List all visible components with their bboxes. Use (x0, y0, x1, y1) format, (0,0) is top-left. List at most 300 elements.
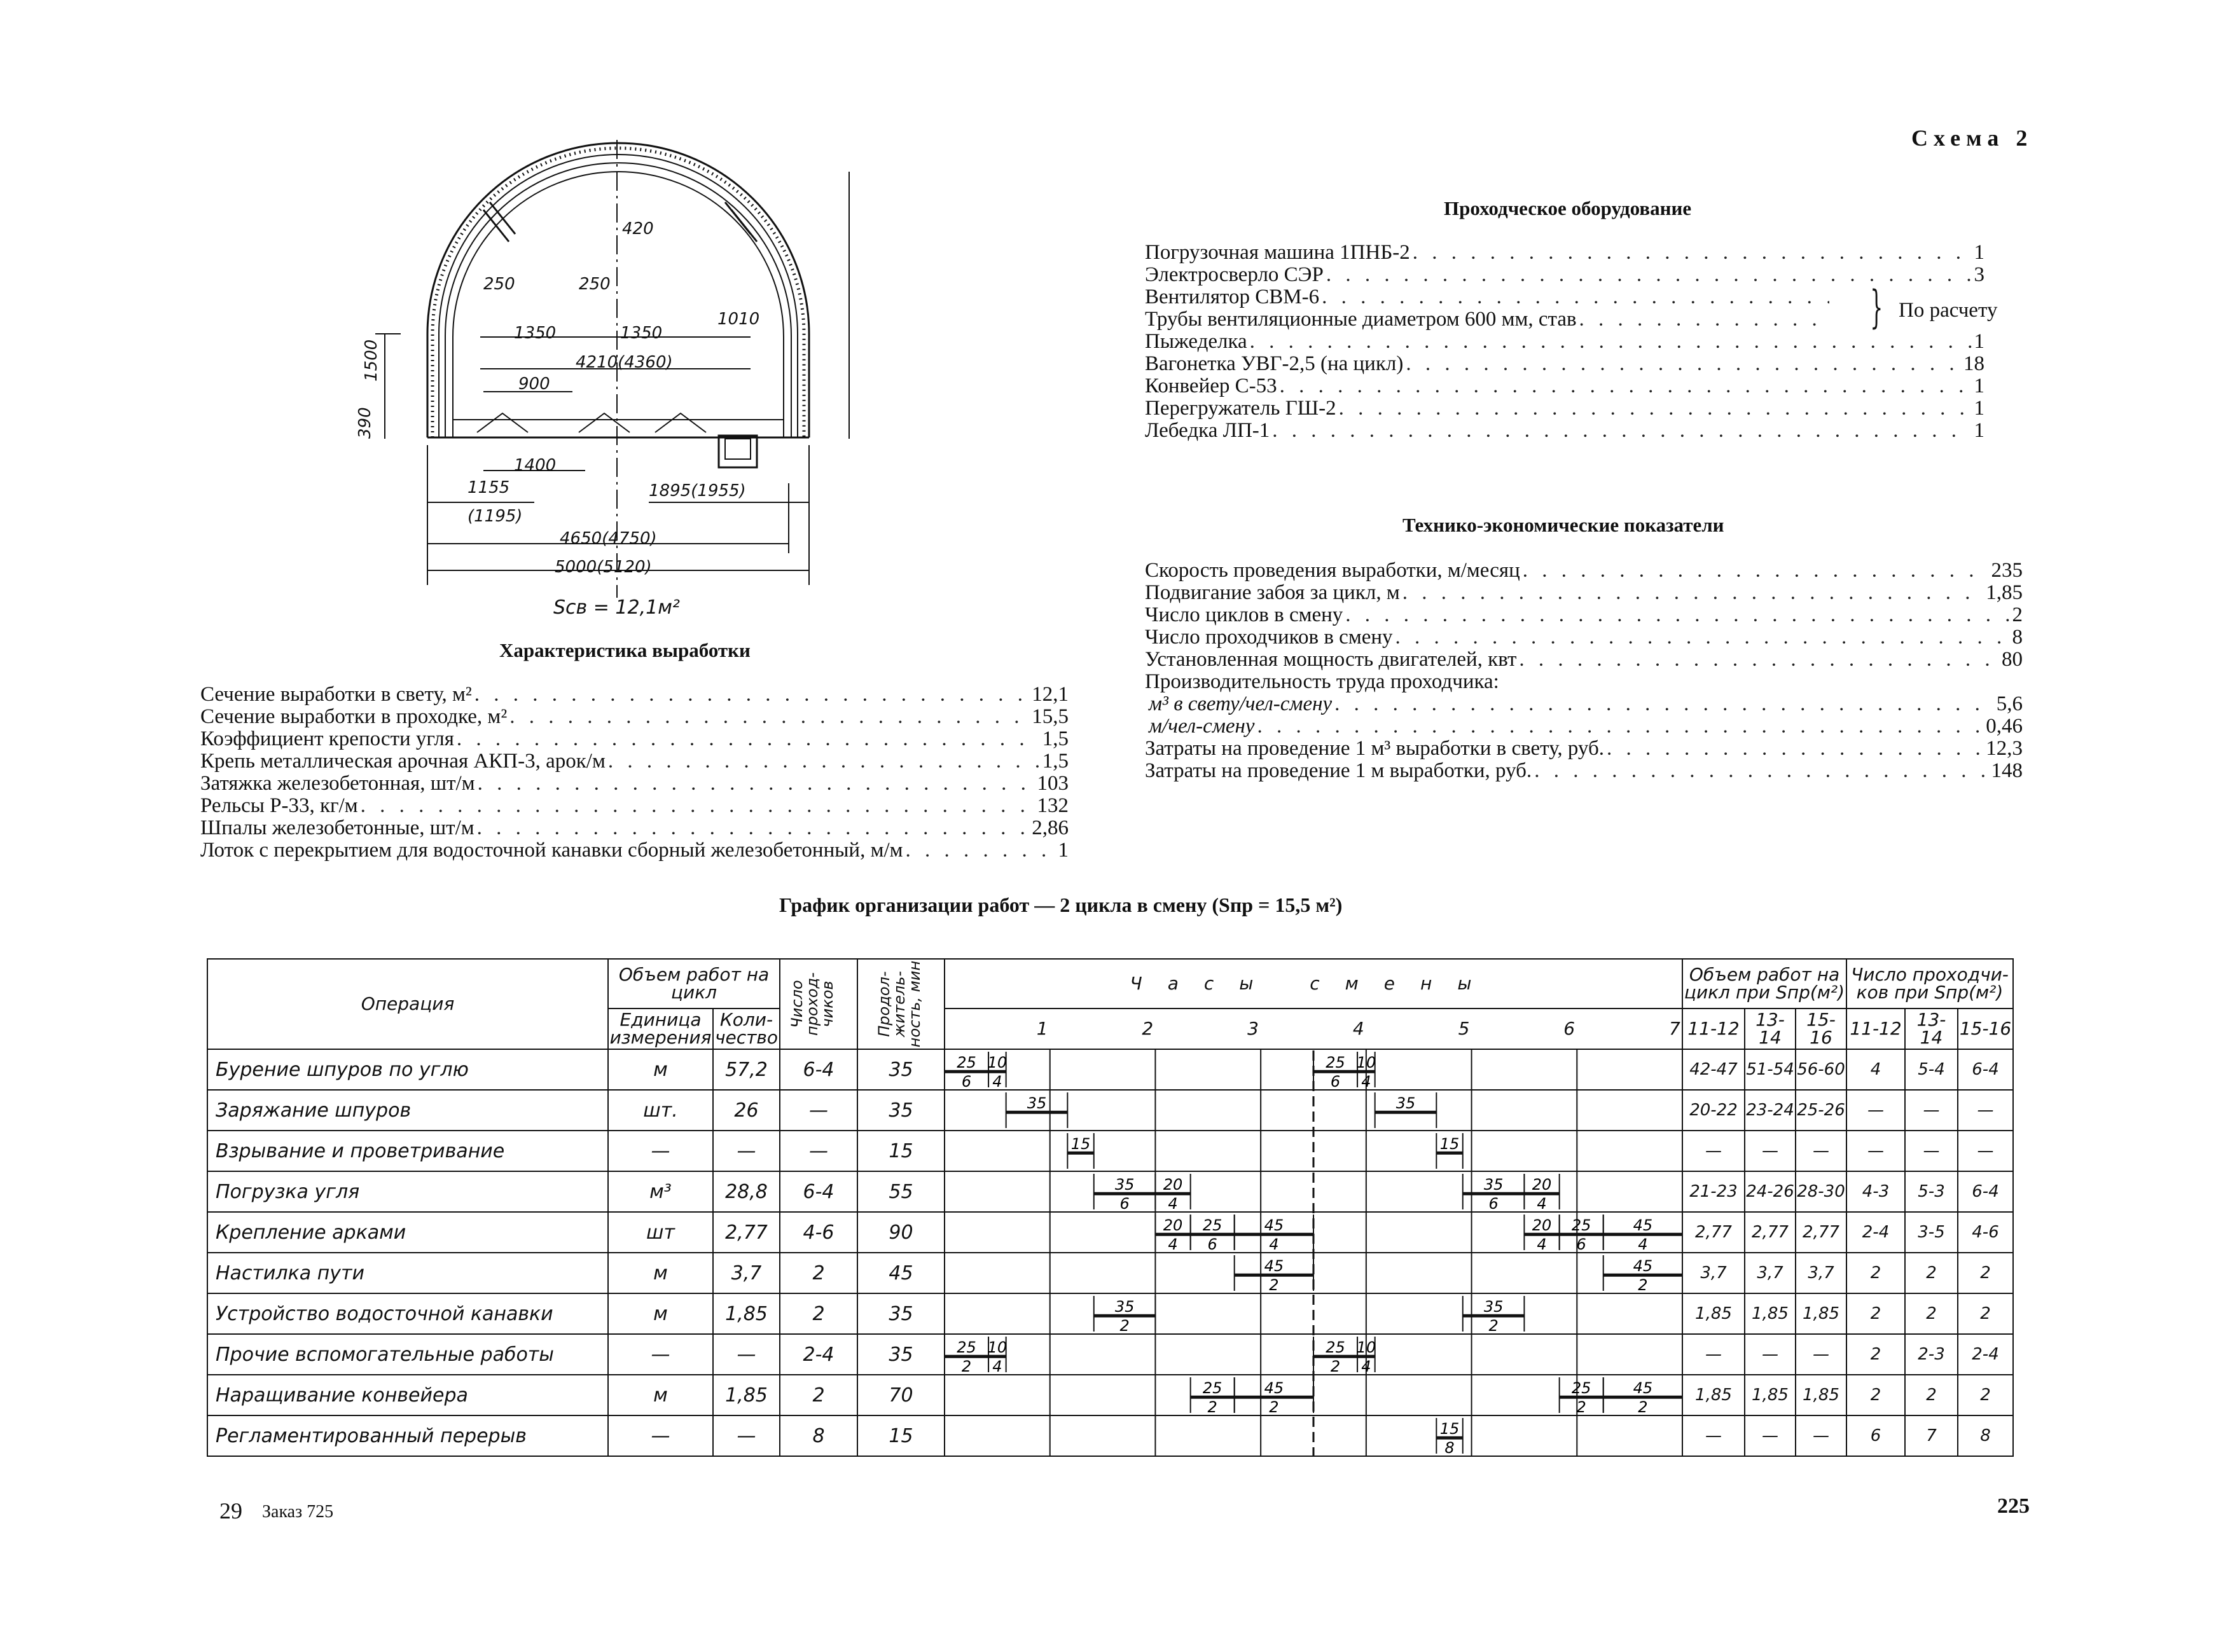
indicator-value: 1,85 (1986, 581, 2023, 604)
gantt-bar-duration: 15 (1439, 1135, 1460, 1153)
row-vol-3: 28-30 (1796, 1171, 1846, 1212)
row-qty: — (713, 1334, 780, 1375)
characteristic-label: Рельсы Р-33, кг/м (200, 794, 358, 817)
gantt-bar-workers: 2 (1269, 1398, 1279, 1417)
h-sp-1: 11-12 (1682, 1008, 1745, 1049)
row-operation: Взрывание и проветривание (207, 1131, 608, 1171)
equipment-value: 3 (1974, 263, 1984, 286)
gantt-bar-workers: 4 (1361, 1073, 1371, 1091)
gantt-bar-duration: 15 (1070, 1135, 1091, 1153)
h-volume: Объем работ на цикл (608, 959, 780, 1008)
row-workers: 2-4 (780, 1334, 857, 1375)
row-workers-1: 2 (1846, 1375, 1905, 1415)
gantt-bar-duration: 45 (1264, 1216, 1284, 1235)
row-duration: 45 (857, 1253, 945, 1293)
dim-1155: 1155 (467, 478, 510, 497)
dim-1400: 1400 (514, 456, 557, 475)
indicator-label: Число проходчиков в смену (1145, 626, 1393, 649)
gantt-bar (1235, 1215, 1313, 1253)
indicator-row (1145, 626, 2023, 649)
dot-leader (478, 773, 1035, 795)
indicators-title: Технико-экономические показатели (1402, 514, 1724, 536)
gantt-bar (1094, 1174, 1156, 1213)
row-workers-2: 2 (1905, 1253, 1958, 1293)
gantt-bar-workers: 4 (1537, 1195, 1547, 1213)
dim-900: 900 (518, 375, 550, 394)
row-workers-1: 2-4 (1846, 1212, 1905, 1253)
characteristic-value: 15,5 (1032, 705, 1069, 728)
row-workers-2: 3-5 (1905, 1212, 1958, 1253)
row-workers-3: 6-4 (1958, 1049, 2013, 1090)
row-qty: 26 (713, 1090, 780, 1131)
row-workers-2: 2 (1905, 1293, 1958, 1334)
equipment-label: Электросверло СЭР (1145, 263, 1324, 286)
row-vol-3: 1,85 (1796, 1293, 1846, 1334)
h-workers-sp: Число проходчи-ков при Sпр(м²) (1846, 959, 2013, 1008)
dot-leader (1345, 604, 2009, 626)
row-unit: м (608, 1049, 713, 1090)
gantt-bar-duration: 10 (987, 1339, 1008, 1357)
gantt-bar (988, 1052, 1008, 1091)
dim-1895: 1895(1955) (649, 481, 746, 500)
equipment-value: 1 (1974, 375, 1984, 397)
indicator-label: Скорость проведения выработки, м/месяц (1145, 559, 1520, 582)
tunnel-cross-section-drawing (299, 127, 852, 636)
row-qty: 28,8 (713, 1171, 780, 1212)
gantt-bar-duration: 25 (1202, 1379, 1222, 1398)
gantt-bar (1094, 1296, 1156, 1335)
hour-label: 2 (1142, 1018, 1154, 1039)
indicator-label: Затраты на проведение 1 м³ выработки в свету, руб. (1145, 737, 1605, 760)
row-workers-2: 7 (1905, 1415, 1958, 1456)
characteristic-value: 132 (1037, 794, 1069, 817)
gantt-bar-workers: 2 (1638, 1398, 1648, 1417)
row-duration: 35 (857, 1293, 945, 1334)
characteristics-title: Характеристика выработки (499, 639, 751, 661)
row-vol-3: 25-26 (1796, 1090, 1846, 1131)
gantt-bar-duration: 15 (1439, 1420, 1460, 1438)
row-qty: 1,85 (713, 1293, 780, 1334)
indicator-label: Подвигание забоя за цикл, м (1145, 581, 1400, 604)
equipment-label: Вагонетка УВГ-2,5 (на цикл) (1145, 352, 1404, 375)
row-operation: Наращивание конвейера (207, 1375, 608, 1415)
indicator-row (1145, 604, 2023, 626)
characteristic-label: Сечение выработки в проходке, м² (200, 705, 508, 728)
equipment-value: 1 (1974, 241, 1984, 264)
characteristic-row (200, 795, 1069, 817)
row-duration: 35 (857, 1049, 945, 1090)
gantt-bar-workers: 6 (961, 1073, 972, 1091)
characteristic-value: 2,86 (1032, 816, 1069, 839)
indicator-row (1145, 715, 2023, 738)
gantt-bar-workers: 4 (1168, 1195, 1178, 1213)
indicator-row (1145, 560, 2023, 582)
h-sp-4: 11-12 (1846, 1008, 1905, 1049)
row-unit: — (608, 1131, 713, 1171)
gantt-bar-workers: 2 (1207, 1398, 1217, 1417)
dot-leader (1272, 420, 1971, 442)
gantt-bar-workers: 4 (992, 1358, 1002, 1376)
gantt-bar-workers: 4 (1638, 1236, 1648, 1254)
gantt-bar-workers: 8 (1444, 1439, 1455, 1456)
row-unit: — (608, 1415, 713, 1456)
dot-leader (1395, 626, 2010, 649)
characteristic-row (200, 817, 1069, 839)
row-workers-2: 2 (1905, 1375, 1958, 1415)
gantt-bar (1235, 1255, 1313, 1294)
row-vol-1: 2,77 (1682, 1212, 1745, 1253)
h-sp-3: 15-16 (1796, 1008, 1846, 1049)
gantt-bar-workers: 6 (1488, 1195, 1499, 1213)
dot-leader (906, 839, 1056, 862)
row-vol-1: 1,85 (1682, 1293, 1745, 1334)
gantt-bar (1436, 1418, 1462, 1456)
row-workers-1: 6 (1846, 1415, 1905, 1456)
characteristics-list (200, 684, 1069, 862)
equipment-label: Вентилятор СВМ-6 (1145, 286, 1320, 308)
indicator-value: 2 (2012, 603, 2023, 626)
h-operation: Операция (207, 959, 608, 1049)
row-workers-3: 6-4 (1958, 1171, 2013, 1212)
gantt-bar (1155, 1215, 1190, 1253)
dim-1010: 1010 (717, 310, 760, 329)
equipment-list (1145, 242, 1984, 442)
row-qty: — (713, 1131, 780, 1171)
row-vol-1: 20-22 (1682, 1090, 1745, 1131)
footer-left-number: 29 (219, 1498, 242, 1524)
gantt-bar (1560, 1215, 1603, 1253)
equipment-value: 18 (1963, 352, 1984, 375)
row-vol-2: 2,77 (1745, 1212, 1796, 1253)
dot-leader (1406, 353, 1961, 375)
row-qty: — (713, 1415, 780, 1456)
row-workers: — (780, 1090, 857, 1131)
gantt-bar-workers: 4 (1361, 1358, 1371, 1376)
equipment-row (1145, 397, 1984, 420)
row-workers-3: 8 (1958, 1415, 2013, 1456)
h-qty: Коли-чество (713, 1008, 780, 1049)
dim-1350a: 1350 (514, 324, 557, 343)
equipment-row (1145, 353, 1984, 375)
hour-label: 6 (1563, 1018, 1575, 1039)
row-duration: 70 (857, 1375, 945, 1415)
row-vol-2: 24-26 (1745, 1171, 1796, 1212)
gantt-bar-duration: 25 (1202, 1216, 1222, 1235)
characteristic-row (200, 839, 1069, 862)
dot-leader (1523, 560, 1989, 582)
indicator-value: 8 (2012, 626, 2023, 649)
equipment-label: Трубы вентиляционные диаметром 600 мм, став (1145, 308, 1577, 331)
equipment-title: Проходческое оборудование (1444, 197, 1692, 219)
dot-leader (509, 706, 1029, 728)
characteristic-value: 1,5 (1042, 750, 1069, 773)
row-vol-1: 42-47 (1682, 1049, 1745, 1090)
indicator-row (1145, 738, 2023, 760)
gantt-bar-workers: 2 (1576, 1398, 1586, 1417)
gantt-bar-workers: 2 (1638, 1276, 1648, 1295)
row-duration: 55 (857, 1171, 945, 1212)
gantt-bar-duration: 25 (1571, 1379, 1591, 1398)
row-vol-1: 3,7 (1682, 1253, 1745, 1293)
row-unit: — (608, 1334, 713, 1375)
footer-order: Заказ 725 (262, 1502, 334, 1522)
indicator-row (1145, 760, 2023, 782)
gantt-bar-workers: 6 (1330, 1073, 1341, 1091)
gantt-bar-duration: 35 (1483, 1298, 1504, 1316)
row-unit: м (608, 1375, 713, 1415)
dot-leader (361, 795, 1035, 817)
row-vol-3: 3,7 (1796, 1253, 1846, 1293)
row-vol-3: 2,77 (1796, 1212, 1846, 1253)
row-vol-2: 3,7 (1745, 1253, 1796, 1293)
dot-leader (1334, 693, 1994, 715)
gantt-bar (945, 1052, 988, 1091)
row-workers-1: — (1846, 1131, 1905, 1171)
gantt-bar-duration: 35 (1114, 1176, 1135, 1194)
row-workers-3: 4-6 (1958, 1212, 2013, 1253)
indicator-label: Установленная мощность двигателей, квт (1145, 648, 1517, 671)
equipment-label: Пыжеделка (1145, 330, 1247, 353)
row-vol-1: 21-23 (1682, 1171, 1745, 1212)
row-vol-2: 23-24 (1745, 1090, 1796, 1131)
gantt-bar-duration: 45 (1633, 1216, 1653, 1235)
gantt-bar-duration: 35 (1114, 1298, 1135, 1316)
gantt-bar-workers: 4 (1168, 1236, 1178, 1254)
indicator-label: м³ в свету/чел-смену (1149, 692, 1333, 715)
row-workers: — (780, 1131, 857, 1171)
dim-4210: 4210(4360) (576, 353, 673, 372)
equipment-row (1145, 420, 1984, 442)
dot-leader (1322, 286, 1829, 308)
row-vol-2: — (1745, 1415, 1796, 1456)
gantt-bar-duration: 45 (1633, 1257, 1653, 1276)
equipment-row (1145, 331, 1984, 353)
row-workers: 2 (780, 1293, 857, 1334)
gantt-bar (988, 1337, 1008, 1375)
hour-label: 4 (1352, 1018, 1364, 1039)
row-workers-2: — (1905, 1090, 1958, 1131)
indicator-value: 12,3 (1986, 737, 2023, 760)
characteristic-label: Крепь металлическая арочная АКП-3, арок/м (200, 750, 606, 773)
h-sp-6: 15-16 (1958, 1008, 2013, 1049)
row-vol-3: 56-60 (1796, 1049, 1846, 1090)
gantt-bar (945, 1337, 988, 1375)
page-number: 225 (1997, 1494, 2030, 1518)
indicator-value: 0,46 (1986, 715, 2023, 738)
gantt-bar-duration: 45 (1633, 1379, 1653, 1398)
row-vol-2: 1,85 (1745, 1375, 1796, 1415)
gantt-bar-duration: 35 (1395, 1094, 1416, 1113)
gantt-bar-workers: 6 (1207, 1236, 1217, 1254)
gantt-bar (1235, 1377, 1313, 1416)
dot-leader (477, 817, 1030, 839)
equipment-label: Лебедка ЛП-1 (1145, 419, 1270, 442)
equipment-label: Погрузочная машина 1ПНБ-2 (1145, 241, 1410, 264)
row-workers: 4-6 (780, 1212, 857, 1253)
equipment-row (1145, 375, 1984, 397)
dim-5000: 5000(5120) (555, 558, 652, 577)
dot-leader (1519, 649, 1999, 671)
h-sp-5: 13-14 (1905, 1008, 1958, 1049)
brace: } (1870, 281, 1883, 333)
row-workers: 8 (780, 1415, 857, 1456)
gantt-bar-duration: 20 (1163, 1176, 1183, 1194)
row-unit: шт. (608, 1090, 713, 1131)
dot-leader (474, 684, 1029, 706)
row-vol-3: — (1796, 1131, 1846, 1171)
row-vol-1: — (1682, 1131, 1745, 1171)
row-operation: Регламентированный перерыв (207, 1415, 608, 1456)
area-label: Sсв = 12,1м² (553, 596, 680, 619)
equipment-value: 1 (1974, 419, 1984, 442)
gantt-bar-duration: 20 (1532, 1216, 1552, 1235)
characteristic-value: 1 (1058, 839, 1069, 862)
row-duration: 35 (857, 1334, 945, 1375)
dim-4650: 4650(4750) (560, 529, 657, 548)
row-unit: м (608, 1293, 713, 1334)
row-workers-1: 4-3 (1846, 1171, 1905, 1212)
indicator-label: Затраты на проведение 1 м выработки, руб. (1145, 759, 1532, 782)
row-vol-2: — (1745, 1131, 1796, 1171)
row-workers: 6-4 (780, 1171, 857, 1212)
hour-label: 3 (1247, 1018, 1259, 1039)
gantt-bar (1313, 1337, 1357, 1375)
equipment-value: 1 (1974, 397, 1984, 420)
dim-420: 420 (622, 219, 654, 238)
equipment-label: Перегружатель ГШ-2 (1145, 397, 1336, 420)
gantt-bar-workers: 2 (1119, 1317, 1130, 1335)
gantt-bar-duration: 25 (957, 1339, 976, 1357)
characteristic-value: 1,5 (1042, 727, 1069, 750)
equipment-row (1145, 308, 1857, 331)
row-duration: 90 (857, 1212, 945, 1253)
indicator-row (1145, 582, 2023, 604)
row-workers-3: 2 (1958, 1375, 2013, 1415)
indicator-value: 148 (1991, 759, 2023, 782)
gantt-bar (1191, 1377, 1235, 1416)
gantt-bar-workers: 2 (1330, 1358, 1341, 1376)
indicators-list (1145, 560, 2023, 782)
row-workers: 6-4 (780, 1049, 857, 1090)
gantt-bar (1357, 1052, 1376, 1091)
row-operation: Крепление арками (207, 1212, 608, 1253)
row-operation: Прочие вспомогательные работы (207, 1334, 608, 1375)
gantt-bar-workers: 2 (1488, 1317, 1499, 1335)
characteristic-label: Затяжка железобетонная, шт/м (200, 772, 475, 795)
h-hour-numbers (945, 1008, 1682, 1049)
characteristic-row (200, 728, 1069, 750)
row-duration: 15 (857, 1415, 945, 1456)
characteristic-row (200, 706, 1069, 728)
row-vol-3: — (1796, 1334, 1846, 1375)
h-sp-2: 13-14 (1745, 1008, 1796, 1049)
row-vol-1: 1,85 (1682, 1375, 1745, 1415)
dot-leader (1257, 715, 1984, 738)
dim-390: 390 (356, 407, 375, 439)
gantt-bar-duration: 35 (1027, 1094, 1047, 1113)
gantt-bar-workers: 4 (992, 1073, 1002, 1091)
dot-leader (1250, 331, 1972, 353)
gantt-bar-duration: 25 (1326, 1054, 1345, 1072)
gantt-bar-duration: 25 (957, 1054, 976, 1072)
gantt-bar-duration: 10 (1356, 1339, 1376, 1357)
gantt-bar-duration: 45 (1264, 1379, 1284, 1398)
dim-1195: (1195) (467, 507, 523, 526)
row-operation: Заряжание шпуров (207, 1090, 608, 1131)
row-vol-2: 51-54 (1745, 1049, 1796, 1090)
indicator-row (1145, 671, 2023, 693)
equipment-row (1145, 286, 1857, 308)
row-workers-1: 2 (1846, 1253, 1905, 1293)
dim-250a: 250 (483, 275, 515, 294)
equipment-row (1145, 242, 1984, 264)
gantt-bar-duration: 45 (1264, 1257, 1284, 1276)
row-vol-1: — (1682, 1415, 1745, 1456)
gantt-bar (1524, 1174, 1559, 1213)
row-workers-2: 2-3 (1905, 1334, 1958, 1375)
row-vol-2: 1,85 (1745, 1293, 1796, 1334)
gantt-bar-workers: 6 (1119, 1195, 1130, 1213)
row-vol-2: — (1745, 1334, 1796, 1375)
h-hours: Часы смены (945, 959, 1682, 1008)
dot-leader (1534, 760, 1988, 782)
characteristic-row (200, 750, 1069, 773)
row-unit: м³ (608, 1171, 713, 1212)
characteristic-value: 103 (1037, 772, 1069, 795)
indicator-value: 235 (1991, 559, 2023, 582)
row-vol-3: — (1796, 1415, 1846, 1456)
gantt-bar-duration: 20 (1163, 1216, 1183, 1235)
equipment-row (1145, 264, 1984, 286)
row-workers-1: 2 (1846, 1293, 1905, 1334)
row-workers-2: 5-3 (1905, 1171, 1958, 1212)
gantt-bar (1560, 1377, 1603, 1416)
row-unit: м (608, 1253, 713, 1293)
gantt-bar-duration: 25 (1326, 1339, 1345, 1357)
row-workers-3: 2 (1958, 1293, 2013, 1334)
row-unit: шт (608, 1212, 713, 1253)
gantt-bar-workers: 6 (1576, 1236, 1586, 1254)
gantt-bar-duration: 10 (987, 1054, 1008, 1072)
indicator-row (1145, 693, 2023, 715)
hour-label: 1 (1036, 1018, 1048, 1039)
h-vol-sp: Объем работ на цикл при Sпр(м²) (1682, 959, 1846, 1008)
gantt-bar-workers: 4 (1537, 1236, 1547, 1254)
indicator-label: Производительность труда проходчика: (1145, 670, 1499, 693)
gantt-bar-duration: 10 (1356, 1054, 1376, 1072)
row-operation: Погрузка угля (207, 1171, 608, 1212)
row-qty: 2,77 (713, 1212, 780, 1253)
row-duration: 35 (857, 1090, 945, 1131)
indicator-value: 80 (2002, 648, 2023, 671)
dot-leader (1280, 375, 1972, 397)
row-operation: Настилка пути (207, 1253, 608, 1293)
dot-leader (1579, 308, 1829, 331)
row-duration: 15 (857, 1131, 945, 1171)
row-workers-3: — (1958, 1090, 2013, 1131)
gantt-bar (1191, 1215, 1235, 1253)
indicator-value: 5,6 (1996, 692, 2023, 715)
row-workers-3: — (1958, 1131, 2013, 1171)
dot-leader (1413, 242, 1972, 264)
gantt-bar-workers: 2 (1269, 1276, 1279, 1295)
dot-leader (1402, 582, 1984, 604)
row-workers-2: 5-4 (1905, 1049, 1958, 1090)
row-qty: 57,2 (713, 1049, 780, 1090)
brace-note: По расчету (1899, 299, 1998, 322)
row-workers: 2 (780, 1253, 857, 1293)
gantt-bar (1524, 1215, 1559, 1253)
